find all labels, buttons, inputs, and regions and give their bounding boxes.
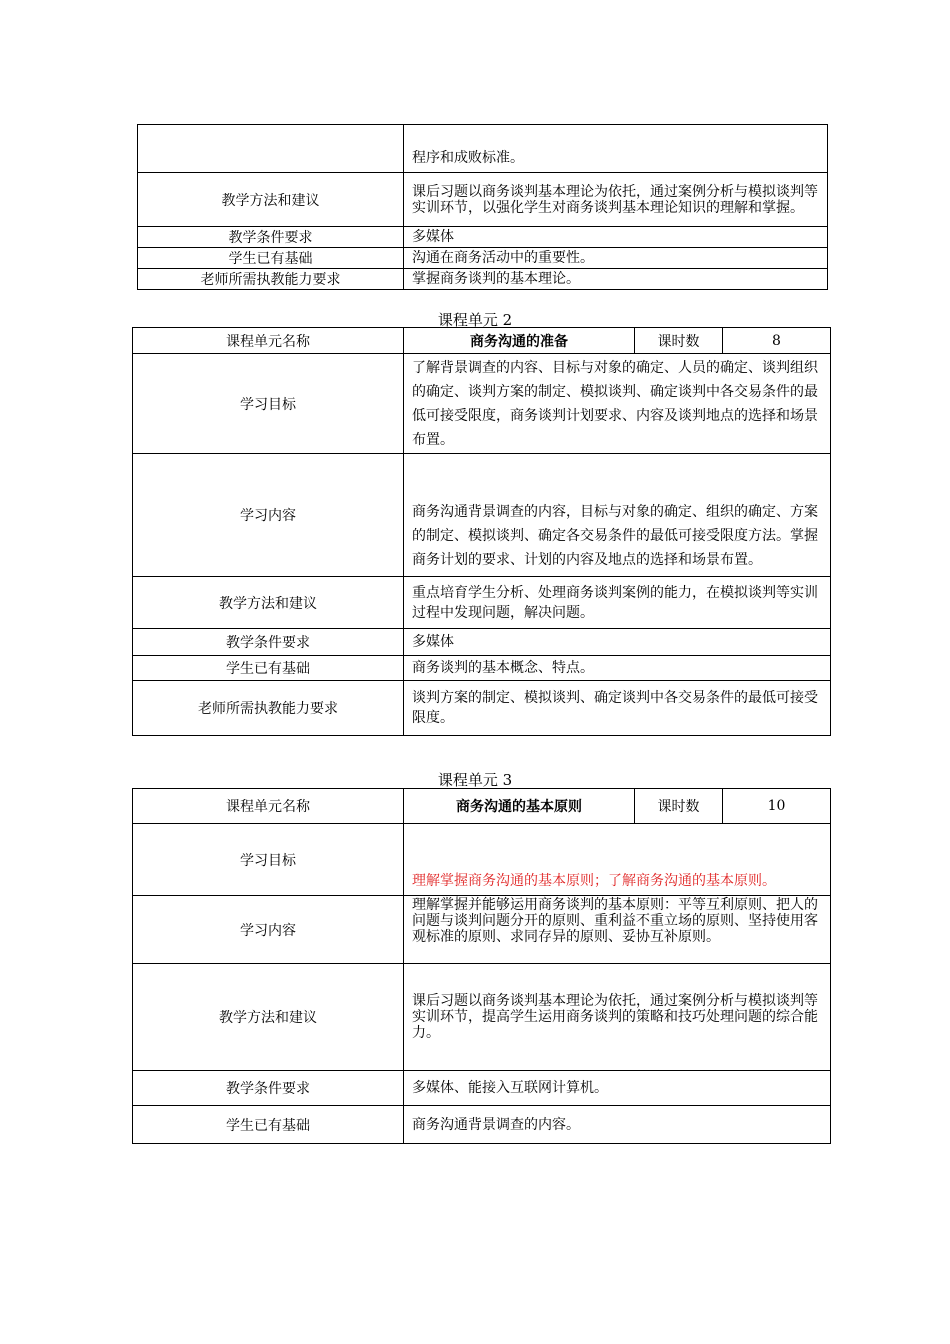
hours-value: 10 bbox=[723, 789, 831, 824]
row-label: 学习目标 bbox=[133, 354, 404, 454]
row-content: 掌握商务谈判的基本理论。 bbox=[404, 269, 828, 290]
unit2-table bbox=[132, 327, 831, 736]
unit-name: 商务沟通的基本原则 bbox=[404, 789, 635, 824]
row-label: 学生已有基础 bbox=[133, 1106, 404, 1144]
unit2-caption: 课程单元 2 bbox=[437, 311, 513, 329]
row-label: 老师所需执教能力要求 bbox=[133, 681, 404, 736]
row-label: 学习内容 bbox=[133, 454, 404, 577]
row-label: 教学方法和建议 bbox=[133, 577, 404, 629]
prev-unit-table bbox=[137, 124, 828, 290]
unit-name: 商务沟通的准备 bbox=[404, 328, 635, 354]
row-content: 课后习题以商务谈判基本理论为依托，通过案例分析与模拟谈判等实训环节，以强化学生对商务谈判基本理论知识的理解和掌握。 bbox=[404, 173, 828, 227]
row-content: 课后习题以商务谈判基本理论为依托，通过案例分析与模拟谈判等实训环节，提高学生运用商务谈判的策略和技巧处理问题的综合能力。 bbox=[404, 964, 831, 1071]
hours-value: 8 bbox=[723, 328, 831, 354]
row-content: 多媒体 bbox=[404, 629, 831, 656]
row-label: 学生已有基础 bbox=[133, 656, 404, 681]
row-content: 理解掌握商务沟通的基本原则；了解商务沟通的基本原则。 bbox=[404, 824, 831, 896]
hours-label: 课时数 bbox=[635, 789, 723, 824]
row-label: 教学条件要求 bbox=[133, 629, 404, 656]
row-label: 老师所需执教能力要求 bbox=[138, 269, 404, 290]
row-label: 学生已有基础 bbox=[138, 248, 404, 269]
unit-name-label: 课程单元名称 bbox=[133, 789, 404, 824]
row-content: 谈判方案的制定、模拟谈判、确定谈判中各交易条件的最低可接受限度。 bbox=[404, 681, 831, 736]
row-label: 教学条件要求 bbox=[133, 1071, 404, 1106]
row-label: 教学条件要求 bbox=[138, 227, 404, 248]
row-content: 程序和成败标准。 bbox=[404, 125, 828, 173]
row-content: 重点培育学生分析、处理商务谈判案例的能力，在模拟谈判等实训过程中发现问题，解决问题。 bbox=[404, 577, 831, 629]
row-content: 理解掌握并能够运用商务谈判的基本原则：平等互利原则、把人的问题与谈判问题分开的原则、重利益不重立场的原则、坚持使用客观标准的原则、求同存异的原则、妥协互补原则。 bbox=[404, 896, 831, 964]
row-content: 多媒体、能接入互联网计算机。 bbox=[404, 1071, 831, 1106]
unit3-table bbox=[132, 788, 831, 1144]
row-content: 多媒体 bbox=[404, 227, 828, 248]
unit3-caption: 课程单元 3 bbox=[437, 771, 513, 789]
row-label: 学习目标 bbox=[133, 824, 404, 896]
row-content: 商务沟通背景调查的内容，目标与对象的确定、组织的确定、方案的制定、模拟谈判、确定各交易条件的最低可接受限度方法。掌握商务计划的要求、计划的内容及地点的选择和场景布置。 bbox=[404, 454, 831, 577]
row-content: 沟通在商务活动中的重要性。 bbox=[404, 248, 828, 269]
row-label bbox=[138, 125, 404, 173]
row-content: 商务谈判的基本概念、特点。 bbox=[404, 656, 831, 681]
row-label: 教学方法和建议 bbox=[138, 173, 404, 227]
row-label: 教学方法和建议 bbox=[133, 964, 404, 1071]
unit-name-label: 课程单元名称 bbox=[133, 328, 404, 354]
row-content: 了解背景调查的内容、目标与对象的确定、人员的确定、谈判组织的确定、谈判方案的制定、模拟谈判、确定谈判中各交易条件的最低可接受限度，商务谈判计划要求、内容及谈判地点的选择和场景布置。 bbox=[404, 354, 831, 454]
row-content: 商务沟通背景调查的内容。 bbox=[404, 1106, 831, 1144]
hours-label: 课时数 bbox=[635, 328, 723, 354]
row-label: 学习内容 bbox=[133, 896, 404, 964]
